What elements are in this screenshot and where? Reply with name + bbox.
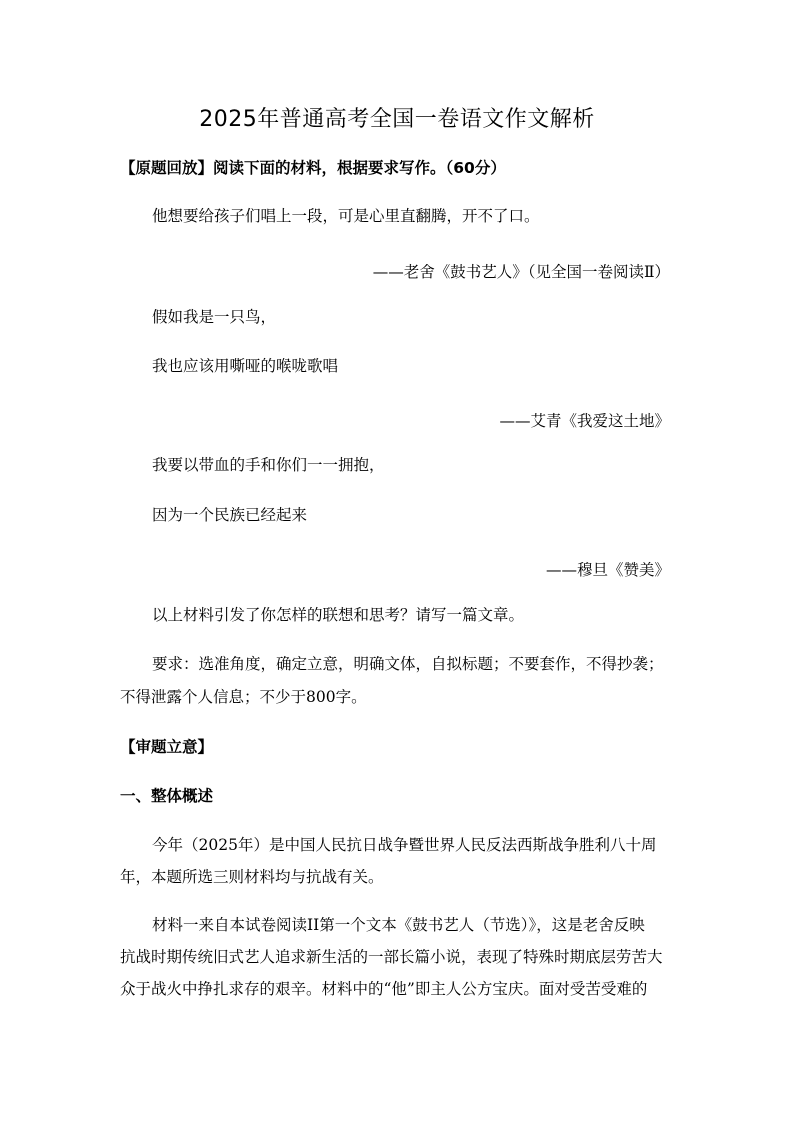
writing-prompt: 以上材料引发了你怎样的联想和思考？请写一篇文章。 <box>152 606 525 624</box>
para-2-line-3: 众于战火中挣扎求存的艰辛。材料中的“他”即主人公方宝庆。面对受苦受难的 <box>120 980 648 998</box>
material-quote-3-line-2: 因为一个民族已经起来 <box>152 506 308 524</box>
para-2-line-1: 材料一来自本试卷阅读II第一个文本《鼓书艺人（节选）》，这是老舍反映 <box>152 916 645 934</box>
question-heading: 【原题回放】阅读下面的材料，根据要求写作。（60分） <box>120 159 506 177</box>
page-title: 2025年普通高考全国一卷语文作文解析 <box>199 107 595 132</box>
para-1-line-1: 今年（2025年）是中国人民抗日战争暨世界人民反法西斯战争胜利八十周 <box>152 836 657 854</box>
para-2-line-2: 抗战时期传统旧式艺人追求新生活的一部长篇小说，表现了特殊时期底层劳苦大 <box>120 948 663 966</box>
analysis-heading: 【审题立意】 <box>120 738 214 756</box>
material-quote-1: 他想要给孩子们唱上一段，可是心里直翻腾，开不了口。 <box>152 207 540 225</box>
material-source-3: ——穆旦《赞美》 <box>545 561 670 579</box>
material-source-2: ——艾青《我爱这土地》 <box>499 412 670 430</box>
para-1-line-2: 年，本题所选三则材料均与抗战有关。 <box>120 868 384 886</box>
requirements-line-2: 不得泄露个人信息；不少于800字。 <box>120 688 367 706</box>
material-quote-2-line-2: 我也应该用嘶哑的喉咙歌唱 <box>152 357 339 375</box>
material-quote-2-line-1: 假如我是一只鸟， <box>152 308 277 326</box>
material-source-1: ——老舍《鼓书艺人》（见全国一卷阅读Ⅱ） <box>372 263 670 281</box>
requirements-line-1: 要求：选准角度，确定立意，明确文体，自拟标题；不要套作，不得抄袭； <box>152 655 664 673</box>
section-1-heading: 一、整体概述 <box>120 787 214 805</box>
material-quote-3-line-1: 我要以带血的手和你们一一拥抱， <box>152 456 385 474</box>
